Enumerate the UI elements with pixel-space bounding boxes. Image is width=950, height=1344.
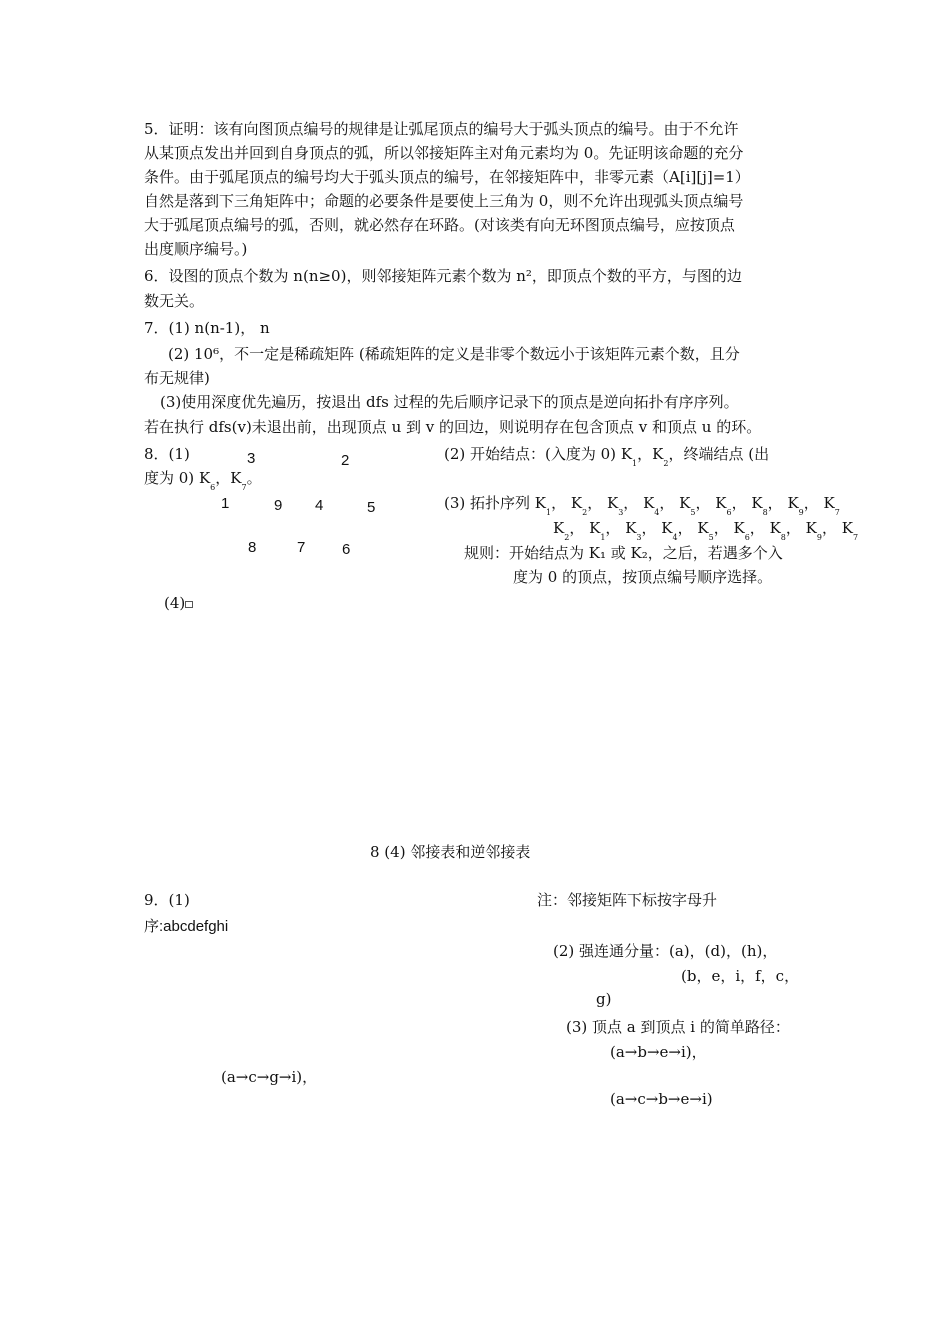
k1-label: $K_1$ [620, 445, 638, 468]
q8-part-3-seq2 [553, 517, 859, 542]
q9-scc-line-3: g) [596, 990, 612, 1008]
q5-line-4: 自然是落到下三角矩阵中；命题的必要条件是要使上三角为 0，则不允许出现弧头顶点编号 [144, 192, 744, 210]
q8-part-2-prefix: (2) 开始结点：(入度为 0) [444, 445, 621, 463]
q8-part-2-mid: ，终端结点 (出 [668, 445, 770, 463]
topo-vertex: $K_6$ [715, 494, 732, 517]
graph-node: 2 [341, 452, 350, 469]
q7-part-3-cont: 若在执行 dfs(v)未退出前，出现顶点 u 到 v 的回边，则说明存在包含顶点 v 和顶点 u 的环。 [144, 418, 762, 436]
q9-path-2: (a→c→g→i)， [221, 1068, 318, 1086]
topo-vertex: $K_7$ [841, 519, 859, 542]
topo-vertex: $K_2$ [553, 519, 570, 542]
topo-vertex: $K_9$ [787, 494, 804, 517]
q8-rule-2: 度为 0 的顶点，按顶点编号顺序选择。 [513, 568, 773, 586]
q8-part-2-cont-prefix: 度为 0) [144, 469, 199, 487]
topo-vertex: $K_1$ [589, 519, 606, 542]
q8-part-2-cont: 度为 0) $K_6$，$K_7$。 [144, 469, 262, 492]
topo-vertex: $K_6$ [733, 519, 750, 542]
q9-scc-line-2: (b，e，i，f，c， [681, 967, 800, 985]
q9-label: 9．(1) [144, 891, 190, 909]
q7-part-1: 7．(1) n(n-1)， n [144, 319, 270, 337]
q5-line-6: 出度顺序编号。) [144, 240, 248, 258]
graph-node: 9 [274, 497, 283, 514]
q8-figure-caption: 8 (4) 邻接表和逆邻接表 [370, 843, 531, 861]
topo-vertex: $K_4$ [643, 494, 660, 517]
q8-part-4-label: (4) [164, 594, 186, 612]
q5-line-2: 从某顶点发出并回到自身顶点的弧，所以邻接矩阵主对角元素均为 0。先证明该命题的充分 [144, 144, 744, 162]
q7-part-3: (3)使用深度优先遍历，按退出 dfs 过程的先后顺序记录下的顶点是逆向拓扑有序序列。 [160, 393, 739, 411]
q9-path-3: (a→c→b→e→i) [610, 1090, 713, 1108]
q5-line-3: 条件。由于弧尾顶点的编号均大于弧头顶点的编号，在邻接矩阵中，非零元素（A[i][j]=1） [144, 168, 750, 186]
q9-scc-line-1: (2) 强连通分量：(a)，(d)，(h)， [553, 942, 778, 960]
q7-part-2: (2) 10⁶，不一定是稀疏矩阵 (稀疏矩阵的定义是非零个数远小于该矩阵元素个数，且分 [168, 345, 740, 363]
q9-path-1: (a→b→e→i)， [610, 1043, 707, 1061]
k2-label: $K_2$ [652, 445, 669, 468]
topo-vertex: $K_3$ [606, 494, 624, 517]
topo-vertex: $K_5$ [679, 494, 696, 517]
graph-node: 4 [315, 497, 324, 514]
topo-vertex: $K_8$ [769, 519, 786, 542]
image-placeholder-icon [185, 601, 193, 608]
topo-vertex: $K_9$ [805, 519, 822, 542]
q8-label: 8．(1) [144, 445, 190, 463]
topo-vertex: $K_4$ [661, 519, 678, 542]
graph-node: 5 [367, 499, 376, 516]
topo-sequence-1: $K_1$， $K_2$， $K_3$， $K_4$， $K_5$， $K_6$， $K_8$， $K_9$， $K_7$ [534, 494, 840, 517]
graph-node: 1 [221, 495, 230, 512]
graph-node: 8 [248, 539, 257, 556]
k7-label: $K_7$ [230, 469, 247, 492]
q5-line-1: 5．证明：该有向图顶点编号的规律是让弧尾顶点的编号大于弧头顶点的编号。由于不允许 [144, 120, 739, 138]
graph-node: 7 [297, 539, 306, 556]
topo-vertex: $K_7$ [823, 494, 840, 517]
q7-part-2-cont: 布无规律) [144, 369, 210, 387]
topo-vertex: $K_8$ [751, 494, 768, 517]
q9-note-cont: 序:abcdefghi [144, 918, 229, 935]
topo-vertex: $K_1$ [534, 494, 552, 517]
q8-part-3 [444, 492, 840, 517]
q9-path-title: (3) 顶点 a 到顶点 i 的简单路径： [566, 1018, 790, 1036]
q6-line-2: 数无关。 [144, 292, 205, 310]
q8-rule-1: 规则：开始结点为 K₁ 或 K₂，之后，若遇多个入 [464, 544, 783, 562]
graph-node: 6 [342, 541, 351, 558]
topo-sequence-2: $K_2$， $K_1$， $K_3$， $K_4$， $K_5$， $K_6$， $K_8$， $K_9$， $K_7$ [553, 519, 859, 542]
topo-vertex: $K_2$ [570, 494, 588, 517]
q8-part-2: (2) 开始结点：(入度为 0) $K_1$，$K_2$，终端结点 (出 [444, 445, 770, 468]
graph-node: 3 [247, 450, 256, 467]
topo-vertex: $K_5$ [697, 519, 714, 542]
q8-part-4 [164, 594, 193, 612]
q8-part-2-end: 。 [246, 469, 262, 487]
q8-part-3-label: (3) 拓扑序列 [444, 494, 535, 512]
q6-line-1: 6．设图的顶点个数为 n(n≥0)，则邻接矩阵元素个数为 n²，即顶点个数的平方，与图的边 [144, 267, 742, 285]
k6-label: $K_6$ [198, 469, 216, 492]
q5-line-5: 大于弧尾顶点编号的弧，否则，就必然存在环路。(对该类有向无环图顶点编号，应按顶点 [144, 216, 735, 234]
topo-vertex: $K_3$ [625, 519, 642, 542]
q9-note: 注：邻接矩阵下标按字母升 [537, 891, 718, 909]
